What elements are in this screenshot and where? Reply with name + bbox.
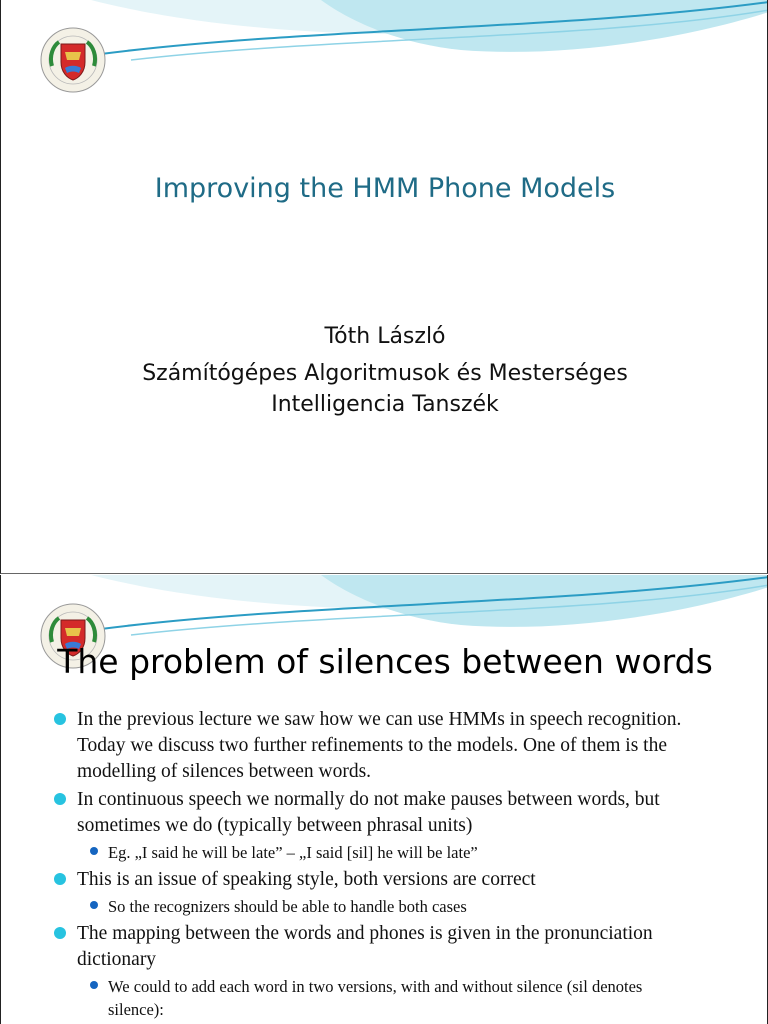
sub-bullet-text: So the recognizers should be able to handle both cases <box>108 897 467 916</box>
sub-bullet-item <box>1 975 768 1021</box>
sub-bullet-item <box>1 895 768 918</box>
bullet-text: In the previous lecture we saw how we can use HMMs in speech recognition. Today we discuss two further refinements to the models. One of them is the modelling of silences between words. <box>77 709 682 782</box>
bullet-list <box>1 707 768 1024</box>
sub-bullet-text: We could to add each word in two versions, with and without silence (sil denotes silence): <box>108 977 643 1019</box>
university-seal-icon <box>39 26 107 94</box>
bullet-item <box>1 707 768 785</box>
sub-bullet-text: Eg. „I said he will be late” – „I said [sil] he will be late” <box>108 843 478 862</box>
sub-bullet-dot-icon <box>90 981 98 989</box>
slide-title: Improving the HMM Phone Models <box>154 173 616 204</box>
bullet-dot-icon <box>54 873 66 885</box>
sub-bullet-item <box>1 841 768 864</box>
author-name: Tóth László <box>324 324 446 349</box>
header-swoosh-decoration <box>1 0 768 80</box>
sub-bullet-dot-icon <box>90 901 98 909</box>
slide-title: The problem of silences between words <box>57 642 713 681</box>
bullet-dot-icon <box>54 927 66 939</box>
sub-bullet-dot-icon <box>90 847 98 855</box>
bullet-text: The mapping between the words and phones is given in the pronunciation dictionary <box>77 923 653 970</box>
bullet-item <box>1 867 768 893</box>
bullet-dot-icon <box>54 713 66 725</box>
bullet-item <box>1 787 768 839</box>
department-line-1: Számítógépes Algoritmusok és Mesterséges <box>142 361 628 386</box>
department-name <box>1 358 768 420</box>
bullet-text: This is an issue of speaking style, both versions are correct <box>77 869 536 890</box>
bullet-text: In continuous speech we normally do not make pauses between words, but sometimes we do (typically between phrasal units) <box>77 789 660 836</box>
bullet-item <box>1 921 768 973</box>
content-slide <box>0 575 768 1024</box>
department-line-2: Intelligencia Tanszék <box>271 392 499 417</box>
bullet-dot-icon <box>54 793 66 805</box>
